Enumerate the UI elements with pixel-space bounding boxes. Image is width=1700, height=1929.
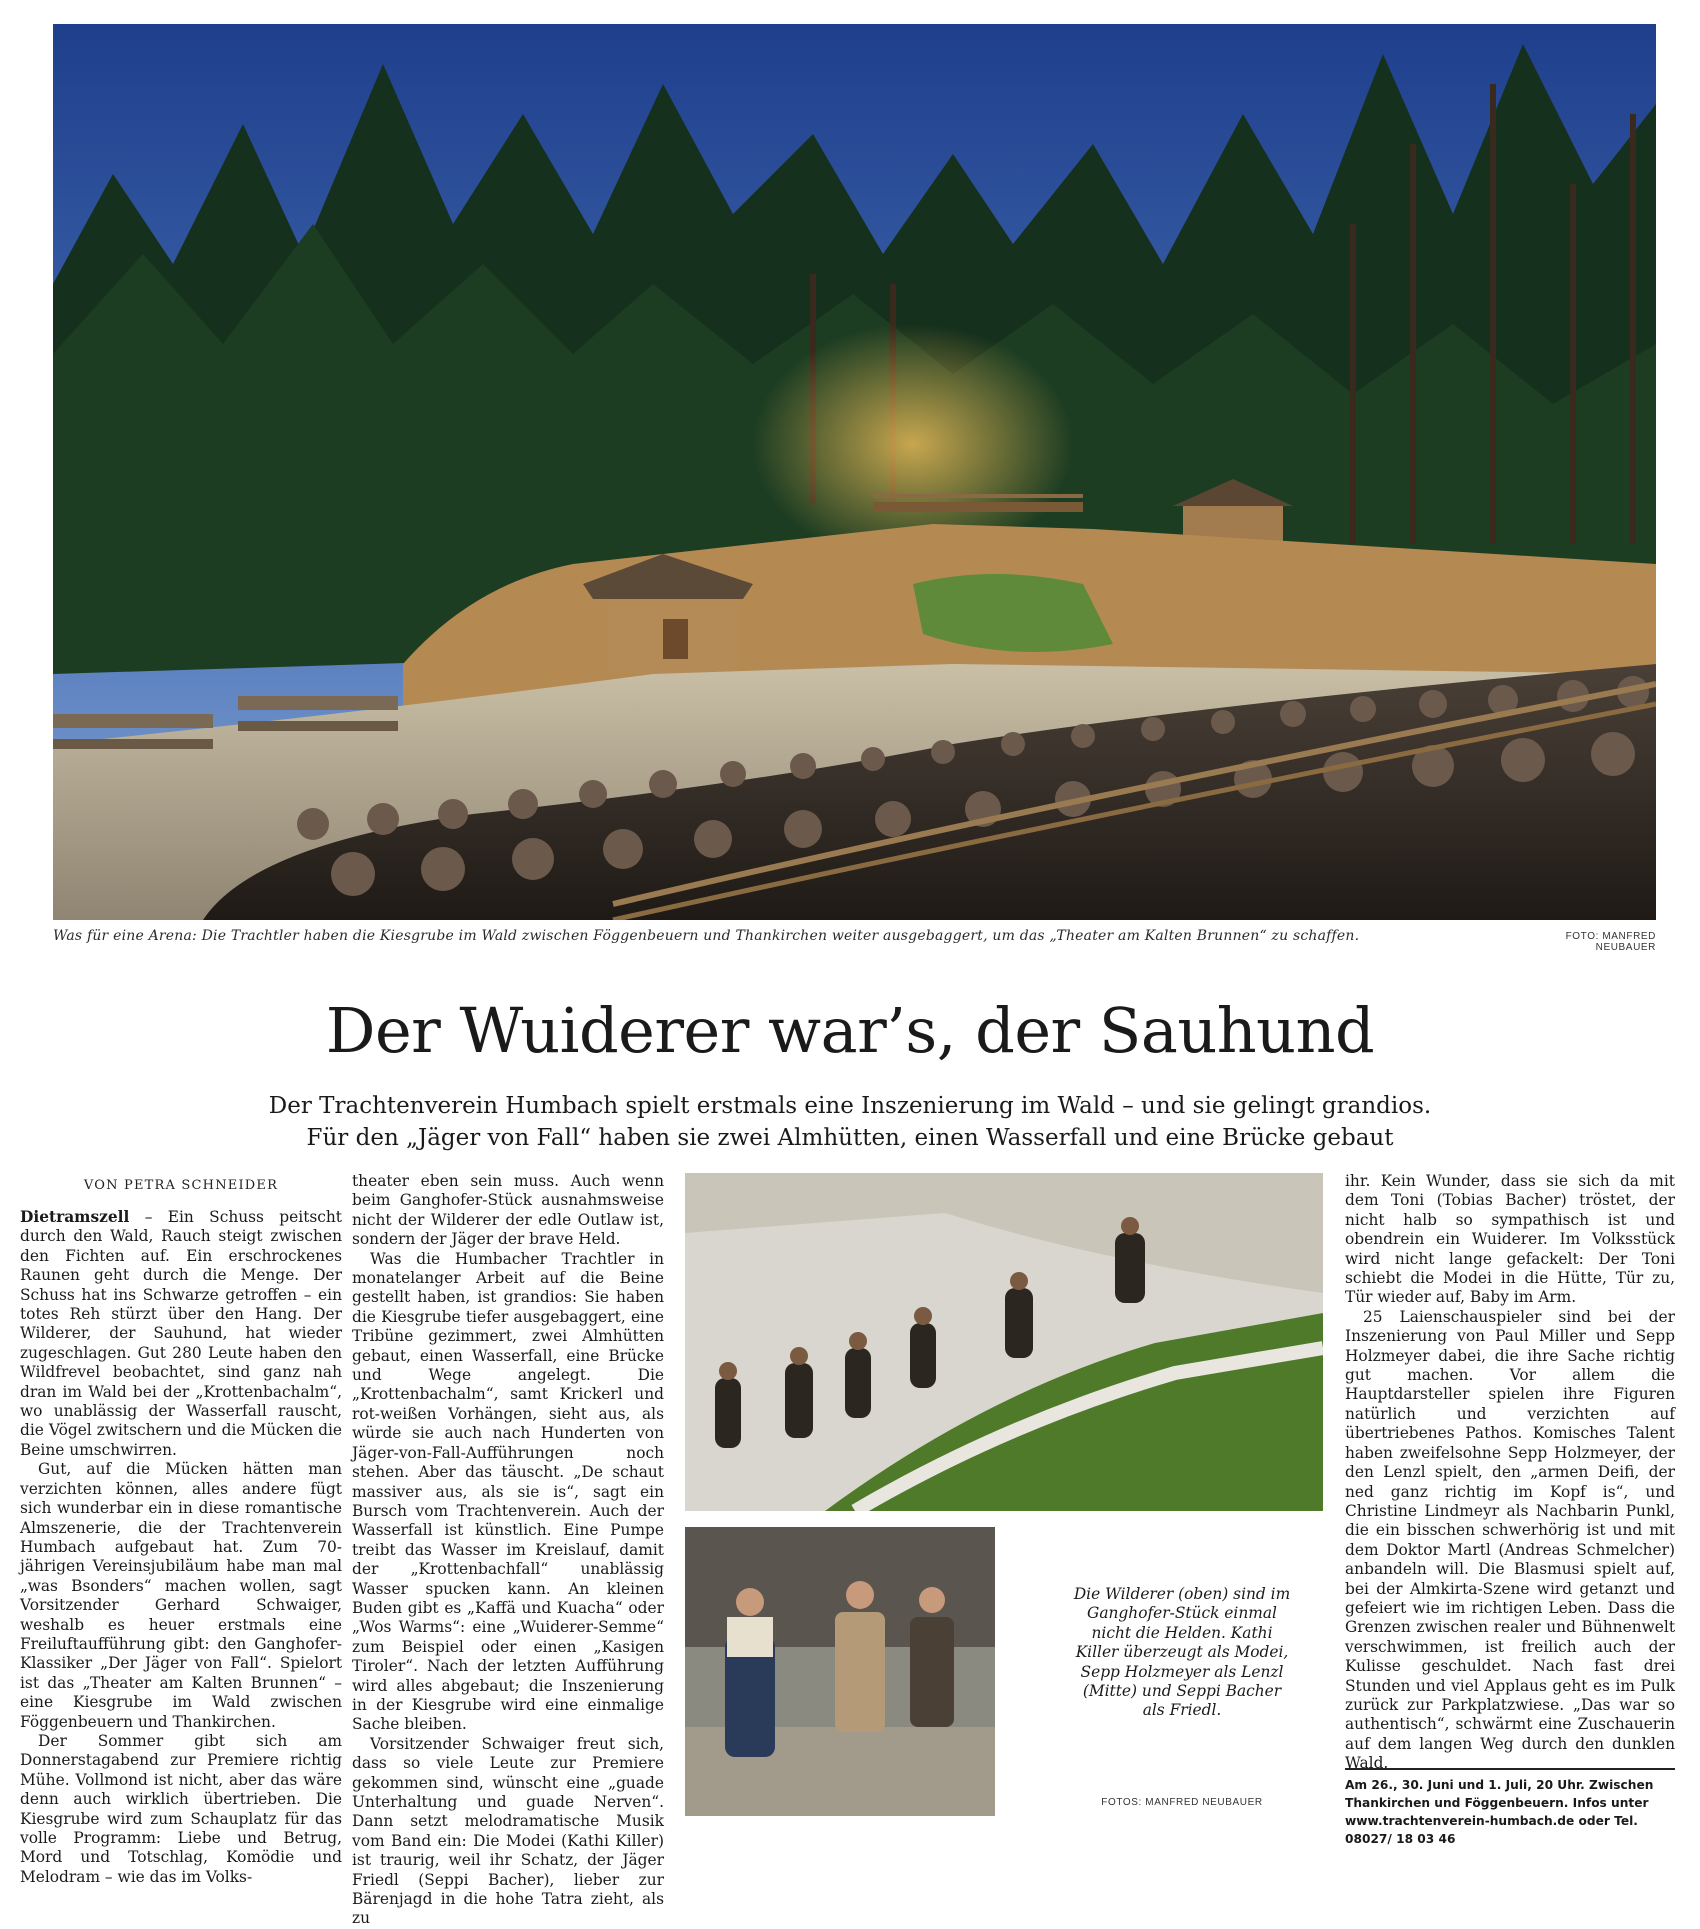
hero-caption: Was für eine Arena: Die Trachtler haben die Kiesgrube im Wald zwischen Föggenbeuern und Thankirchen weiter ausgebaggert, um das „Theater am Kalten Brunnen“ zu schaffen. [53,928,1360,944]
event-info-text: Am 26., 30. Juni und 1. Juli, 20 Uhr. Zwischen Thankirchen und Föggenbeuern. Infos unter www.trachtenverein-humbach.de oder Tel. 08027/ 18 03 46 [1345,1778,1654,1846]
subheadline [0,1090,1700,1154]
paragraph: Vorsitzender Schwaiger freut sich, dass so viele Leute zur Premiere gekommen sind, wünscht eine „guade Unterhaltung und guade Nerven“. Dann setzt melodramatische Musik vom Band ein: Die Modei (Kathi Killer) ist traurig, weil ihr Schatz, der Jäger Friedl (Seppi Bacher), lieber zur Bärenjagd in die hohe Tatra zieht, als zu [352,1734,664,1928]
paragraph: Was die Humbacher Trachtler in monatelanger Arbeit auf die Beine gestellt haben, ist grandios: Sie haben die Kiesgrube tiefer ausgebaggert, eine Tribüne gezimmert, zwei Almhütten gebaut, einen Wasserfall, eine Brücke und Wege angelegt. Die „Krottenbachalm“, samt Krickerl und rot-weißen Vorhängen, sieht aus, als würde sie auch nach Hunderten von Jäger-von-Fall-Aufführungen noch stehen. Aber das täuscht. „De schaut massiver aus, als sie is“, sagt ein Bursch vom Trachtenverein. Auch der Wasserfall ist künstlich. Eine Pumpe treibt das Wasser im Kreislauf, damit der „Krottenbachfall“ unablässig Wasser spucken kann. An kleinen Buden gibt es „Kaffä und Kuacha“ oder „Wos Warms“: eine „Wuiderer-Semme“ zum Beispiel oder einen „Kasigen Tiroler“. Nach der letzten Aufführung wird alles abgebaut; die Inszenierung in der Kiesgrube wird eine einmalige Sache bleiben. [352,1249,664,1734]
article-column-4 [1345,1172,1675,1774]
paragraph: ihr. Kein Wunder, dass sie sich da mit dem Toni (Tobias Bacher) tröstet, der nicht halb so sympathisch ist und obendrein ein Wuiderer. Im Volksstück wird nicht lange gefackelt: Der Toni schiebt die Modei in die Hütte, Tür zu, Tür wieder auf, Baby im Arm. [1345,1172,1675,1307]
hero-photo [53,24,1656,920]
event-info-box [1345,1768,1675,1848]
paragraph: 25 Laienschauspieler sind bei der Inszenierung von Paul Miller und Sepp Holzmeyer dabei, die ihre Sache richtig gut machen. Vor allem die Hauptdarsteller spielen ihre Figuren natürlich und verzichten auf übertriebenes Pathos. Komisches Talent haben zweifelsohne Sepp Holzmeyer, der den Lenzl spielt, den „armen Deifi, der ned ganz richtig im Kopf is“, und Christine Lindmeyr als Nachbarin Punkl, die ein bisschen schwerhörig ist und mit dem Doktor Martl (Andreas Schmelcher) anbandeln will. Die Blasmusi spielt auf, bei der Almkirta-Szene wird getanzt und gefeiert wie im richtigen Leben. Dass die Grenzen zwischen realer und Bühnenwelt verschwimmen, ist freilich auch der Kulisse geschuldet. Nach fast drei Stunden und viel Applaus geht es im Pulk zurück zur Parkplatzwiese. „Das war so authentisch“, schwärmt eine Zuschauerin auf dem langen Weg durch den dunklen Wald. [1345,1307,1675,1773]
paragraph: theater eben sein muss. Auch wenn beim Ganghofer-Stück ausnahmsweise nicht der Wilderer der edle Outlaw ist, sondern der Jäger der brave Held. [352,1172,664,1249]
paragraph: Gut, auf die Mücken hätten man verzichten können, alles andere fügt sich wunderbar ein in diese romantische Almszenerie, die der Trachtenverein Humbach aufgebaut hat. Zum 70-jährigen Vereinsjubiläum habe man mal „was Bsonders“ machen wollen, sagt Vorsitzender Gerhard Schwaiger, weshalb es heuer erstmals eine Freiluftaufführung gibt: den Ganghofer-Klassiker „Der Jäger von Fall“. Spielort ist das „Theater am Kalten Brunnen“ – eine Kiesgrube im Wald zwischen Föggenbeuern und Thankirchen. [20,1460,342,1731]
hero-photo-credit: FOTO: MANFRED NEUBAUER [1565,931,1656,953]
dateline: Dietramszell [20,1208,130,1226]
headline: Der Wuiderer war’s, der Sauhund [325,994,1375,1067]
photo-caption: Die Wilderer (oben) sind im Ganghofer-Stück einmal nicht die Helden. Kathi Killer überzeugt als Modei, Sepp Holzmeyer als Lenzl (Mitte) und Seppi Bacher als Friedl. [1073,1585,1291,1720]
article-column-1 [20,1208,342,1887]
poachers-photo [685,1173,1323,1511]
article-column-2 [352,1172,664,1929]
photos-credit: FOTOS: MANFRED NEUBAUER [1101,1797,1263,1808]
paragraph: Der Sommer gibt sich am Donnerstagabend zur Premiere richtig Mühe. Vollmond ist nicht, aber das wäre denn auch wirklich übertrieben. Die Kiesgrube wird zum Schauplatz für das volle Programm: Liebe und Betrug, Mord und Totschlag, Komödie und Melodram – wie das im Volks- [20,1731,342,1886]
byline: VON PETRA SCHNEIDER [83,1178,279,1193]
subheadline-line-1: Der Trachtenverein Humbach spielt erstmals eine Inszenierung im Wald – und sie gelingt grandios. [268,1093,1432,1119]
paragraph: Dietramszell – Ein Schuss peitscht durch den Wald, Rauch steigt zwischen den Fichten auf. Ein erschrockenes Raunen geht durch die Menge. Der Schuss hat ins Schwarze getroffen – ein totes Reh stürzt über den Hang. Der Wilderer, der Sauhund, hat wieder zugeschlagen. Gut 280 Leute haben den Wildfrevel beobachtet, sind ganz nah dran im Wald bei der „Krottenbachalm“, wo unablässig der Wasserfall rauscht, die Vögel zwitschern und die Mücken die Beine umschwirren. [20,1208,342,1459]
actors-photo [685,1527,995,1816]
subheadline-line-2: Für den „Jäger von Fall“ haben sie zwei Almhütten, einen Wasserfall und eine Brücke gebaut [306,1125,1394,1151]
